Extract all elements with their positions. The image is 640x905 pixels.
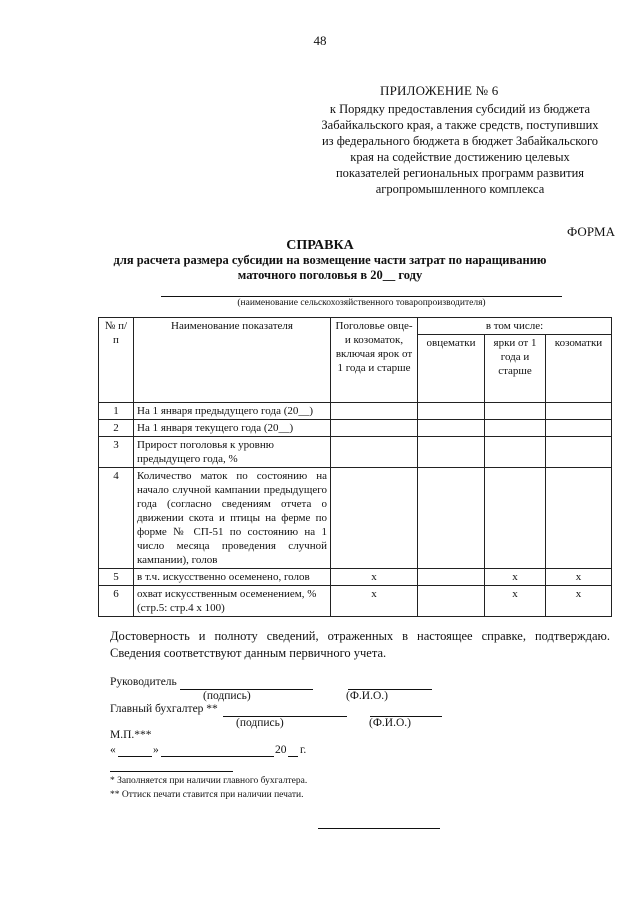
appendix-basis: [300, 101, 620, 197]
row-name: Прирост поголовья к уровню предыдущего года, %: [134, 437, 331, 468]
cell-lambs: х: [485, 569, 546, 586]
cell-goats: [546, 420, 612, 437]
producer-caption: (наименование сельскохозяйственного товаропроизводителя): [237, 298, 486, 308]
date-year-line: [288, 756, 298, 757]
sign-caption: (подпись): [203, 690, 251, 702]
cell-lambs: [485, 437, 546, 468]
row-num: 4: [99, 468, 134, 569]
row-name: На 1 января текущего года (20__): [134, 420, 331, 437]
indicators-table: [98, 317, 612, 617]
footnote: * Заполняется при наличии главного бухгалтера.: [110, 776, 308, 786]
name-caption: (Ф.И.О.): [369, 717, 411, 729]
row-name: в т.ч. искусственно осеменено, голов: [134, 569, 331, 586]
header-ewes: овцематки: [418, 335, 485, 403]
producer-name-line: [161, 296, 562, 297]
cell-total: [331, 437, 418, 468]
table-row: [99, 569, 612, 586]
table-row: [99, 586, 612, 617]
basis-line: к Порядку предоставления субсидий из бюджета: [329, 102, 591, 116]
cell-ewes: [418, 420, 485, 437]
row-num: 3: [99, 437, 134, 468]
cell-ewes: [418, 403, 485, 420]
date-month-line: [161, 756, 274, 757]
subtitle-line: для расчета размера субсидии на возмещение части затрат по наращиванию: [113, 253, 547, 267]
stamp-label: М.П.***: [110, 729, 152, 741]
table-header-row: [99, 318, 612, 335]
cell-lambs: [485, 403, 546, 420]
header-name: Наименование показателя: [134, 318, 331, 403]
form-label: ФОРМА: [567, 224, 615, 239]
page-number: 48: [313, 33, 327, 48]
cell-lambs: х: [485, 586, 546, 617]
basis-line: агропромышленного комплекса: [375, 182, 545, 196]
footnote: ** Оттиск печати ставится при наличии печати.: [110, 790, 304, 800]
row-name: охват искусственным осеменением, % (стр.5: стр.4 х 100): [134, 586, 331, 617]
row-num: 1: [99, 403, 134, 420]
cell-ewes: [418, 437, 485, 468]
document-title: СПРАВКА: [286, 238, 354, 253]
date-day-line: [118, 756, 152, 757]
cell-total: [331, 403, 418, 420]
row-num: 6: [99, 586, 134, 617]
cell-ewes: [418, 569, 485, 586]
row-num: 5: [99, 569, 134, 586]
basis-line: показателей региональных программ развития: [335, 166, 585, 180]
date-close-quote: »: [153, 744, 159, 756]
certification-text: Достоверность и полноту сведений, отраженных в настоящее справке, подтверждаю. Сведения соответствуют данным первичного учета.: [110, 629, 610, 660]
cell-total: х: [331, 586, 418, 617]
header-num: № п/п: [99, 318, 134, 403]
cell-ewes: [418, 586, 485, 617]
cell-goats: х: [546, 569, 612, 586]
basis-line: Забайкальского края, а также средств, поступивших: [321, 118, 599, 132]
document-subtitle: [100, 253, 560, 283]
header-total: Поголовье овце- и козоматок, включая ярок от 1 года и старше: [331, 318, 418, 403]
cell-ewes: [418, 468, 485, 569]
row-num: 2: [99, 420, 134, 437]
appendix-title: ПРИЛОЖЕНИЕ № 6: [380, 83, 499, 98]
cell-lambs: [485, 468, 546, 569]
table-row: [99, 420, 612, 437]
table-row: [99, 437, 612, 468]
header-group: в том числе:: [418, 318, 612, 335]
date-year-suffix: г.: [300, 744, 307, 756]
cell-total: х: [331, 569, 418, 586]
table-row: [99, 468, 612, 569]
head-label: Руководитель: [110, 676, 177, 688]
closing-divider: [318, 828, 440, 829]
cell-lambs: [485, 420, 546, 437]
basis-line: из федерального бюджета в бюджет Забайкальского: [321, 134, 599, 148]
cell-total: [331, 420, 418, 437]
date-year-prefix: 20: [275, 744, 287, 756]
date-open-quote: «: [110, 744, 116, 756]
cell-goats: [546, 403, 612, 420]
name-caption: (Ф.И.О.): [346, 690, 388, 702]
cell-goats: [546, 437, 612, 468]
cell-total: [331, 468, 418, 569]
row-name: На 1 января предыдущего года (20__): [134, 403, 331, 420]
header-lambs: ярки от 1 года и старше: [485, 335, 546, 403]
sign-caption: (подпись): [236, 717, 284, 729]
row-name: Количество маток по состоянию на начало случной кампании предыдущего года (согласно сведениям отчета о движении скота и птицы на ферме по форме № СП-51 по состоянию на 1 число месяца проведения случной кампании), голов: [134, 468, 331, 569]
accountant-label: Главный бухгалтер **: [110, 703, 218, 715]
basis-line: края на содействие достижению целевых: [350, 150, 570, 164]
footnote-separator: [110, 771, 233, 772]
subtitle-line: маточного поголовья в 20__ году: [237, 268, 423, 282]
table-row: [99, 403, 612, 420]
header-goats: козоматки: [546, 335, 612, 403]
cell-goats: [546, 468, 612, 569]
cell-goats: х: [546, 586, 612, 617]
